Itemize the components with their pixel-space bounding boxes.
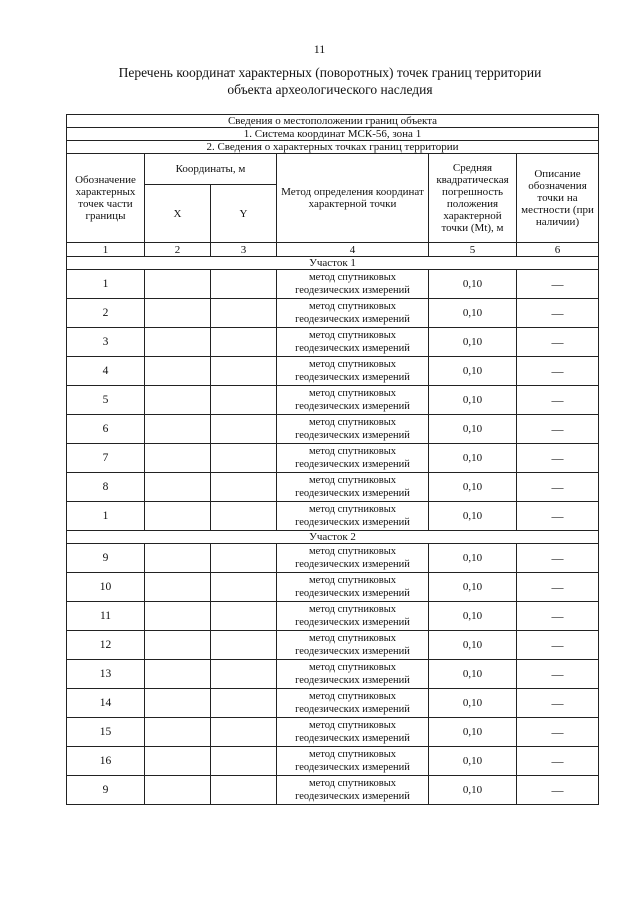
coord-y-cell — [211, 328, 277, 357]
coord-y-cell — [211, 415, 277, 444]
point-number-cell: 16 — [67, 747, 145, 776]
point-number-cell: 14 — [67, 689, 145, 718]
info-location-heading: Сведения о местоположении границ объекта — [67, 115, 599, 128]
table-row — [67, 473, 599, 502]
coord-y-cell — [211, 270, 277, 299]
method-cell: метод спутниковых геодезических измерений — [277, 444, 429, 473]
table-row — [67, 415, 599, 444]
coord-y-cell — [211, 357, 277, 386]
method-cell: метод спутниковых геодезических измерений — [277, 718, 429, 747]
error-cell: 0,10 — [429, 631, 517, 660]
point-number-cell: 1 — [67, 270, 145, 299]
coord-y-cell — [211, 386, 277, 415]
table-row — [67, 631, 599, 660]
error-cell: 0,10 — [429, 473, 517, 502]
description-cell: — — [517, 473, 599, 502]
error-cell: 0,10 — [429, 718, 517, 747]
method-cell: метод спутниковых геодезических измерений — [277, 357, 429, 386]
error-cell: 0,10 — [429, 544, 517, 573]
coord-x-cell — [145, 386, 211, 415]
description-cell: — — [517, 386, 599, 415]
table-row — [67, 502, 599, 531]
description-cell: — — [517, 631, 599, 660]
section-row — [67, 531, 599, 544]
point-number-cell: 9 — [67, 776, 145, 805]
description-cell: — — [517, 660, 599, 689]
coord-x-cell — [145, 689, 211, 718]
header-description: Описание обозначения точки на местности (при наличии) — [517, 154, 599, 243]
header-error: Средняя квадратическая погрешность положения характерной точки (Mt), м — [429, 154, 517, 243]
column-number: 2 — [145, 243, 211, 257]
description-cell: — — [517, 328, 599, 357]
coord-x-cell — [145, 270, 211, 299]
error-cell: 0,10 — [429, 776, 517, 805]
coord-y-cell — [211, 299, 277, 328]
method-cell: метод спутниковых геодезических измерений — [277, 328, 429, 357]
table-row — [67, 357, 599, 386]
method-cell: метод спутниковых геодезических измерений — [277, 747, 429, 776]
coord-y-cell — [211, 747, 277, 776]
column-number: 3 — [211, 243, 277, 257]
coord-x-cell — [145, 473, 211, 502]
error-cell: 0,10 — [429, 444, 517, 473]
point-number-cell: 8 — [67, 473, 145, 502]
coord-y-cell — [211, 444, 277, 473]
info-points-heading: 2. Сведения о характерных точках границ территории — [67, 141, 599, 154]
coord-x-cell — [145, 573, 211, 602]
coord-x-cell — [145, 718, 211, 747]
info-coordinate-system: 1. Система координат МСК-56, зона 1 — [67, 128, 599, 141]
description-cell: — — [517, 544, 599, 573]
method-cell: метод спутниковых геодезических измерений — [277, 270, 429, 299]
header-y: Y — [211, 185, 277, 243]
column-number-row — [67, 243, 599, 257]
point-number-cell: 7 — [67, 444, 145, 473]
error-cell: 0,10 — [429, 415, 517, 444]
description-cell: — — [517, 602, 599, 631]
coord-y-cell — [211, 502, 277, 531]
section-row — [67, 257, 599, 270]
method-cell: метод спутниковых геодезических измерений — [277, 602, 429, 631]
description-cell: — — [517, 776, 599, 805]
header-point-designation: Обозначение характерных точек части границы — [67, 154, 145, 243]
description-cell: — — [517, 444, 599, 473]
method-cell: метод спутниковых геодезических измерений — [277, 415, 429, 444]
point-number-cell: 1 — [67, 502, 145, 531]
table-row — [67, 776, 599, 805]
coord-x-cell — [145, 357, 211, 386]
header-x: X — [145, 185, 211, 243]
coord-y-cell — [211, 718, 277, 747]
coord-x-cell — [145, 544, 211, 573]
coord-x-cell — [145, 299, 211, 328]
error-cell: 0,10 — [429, 270, 517, 299]
coord-x-cell — [145, 747, 211, 776]
method-cell: метод спутниковых геодезических измерений — [277, 502, 429, 531]
description-cell: — — [517, 573, 599, 602]
point-number-cell: 13 — [67, 660, 145, 689]
coord-x-cell — [145, 602, 211, 631]
method-cell: метод спутниковых геодезических измерений — [277, 386, 429, 415]
point-number-cell: 3 — [67, 328, 145, 357]
table-row — [67, 602, 599, 631]
coord-x-cell — [145, 502, 211, 531]
error-cell: 0,10 — [429, 747, 517, 776]
coord-x-cell — [145, 415, 211, 444]
method-cell: метод спутниковых геодезических измерений — [277, 473, 429, 502]
point-number-cell: 12 — [67, 631, 145, 660]
table-row — [67, 573, 599, 602]
info-row — [67, 128, 599, 141]
coord-y-cell — [211, 631, 277, 660]
header-method: Метод определения координат характерной точки — [277, 154, 429, 243]
table-row — [67, 444, 599, 473]
point-number-cell: 6 — [67, 415, 145, 444]
table-row — [67, 299, 599, 328]
description-cell: — — [517, 689, 599, 718]
description-cell: — — [517, 747, 599, 776]
table-row — [67, 747, 599, 776]
description-cell: — — [517, 502, 599, 531]
method-cell: метод спутниковых геодезических измерений — [277, 544, 429, 573]
coord-x-cell — [145, 328, 211, 357]
header-row — [67, 154, 599, 185]
column-number: 4 — [277, 243, 429, 257]
error-cell: 0,10 — [429, 573, 517, 602]
error-cell: 0,10 — [429, 357, 517, 386]
error-cell: 0,10 — [429, 689, 517, 718]
table-row — [67, 718, 599, 747]
point-number-cell: 2 — [67, 299, 145, 328]
method-cell: метод спутниковых геодезических измерений — [277, 660, 429, 689]
error-cell: 0,10 — [429, 602, 517, 631]
coord-y-cell — [211, 776, 277, 805]
coord-x-cell — [145, 776, 211, 805]
title-line-1: Перечень координат характерных (поворотных) точек границ территории — [118, 65, 542, 80]
table-row — [67, 328, 599, 357]
table-row — [67, 270, 599, 299]
method-cell: метод спутниковых геодезических измерений — [277, 689, 429, 718]
table-row — [67, 660, 599, 689]
column-number: 5 — [429, 243, 517, 257]
description-cell: — — [517, 270, 599, 299]
method-cell: метод спутниковых геодезических измерений — [277, 573, 429, 602]
document-title — [80, 64, 580, 98]
coord-y-cell — [211, 544, 277, 573]
method-cell: метод спутниковых геодезических измерений — [277, 776, 429, 805]
description-cell: — — [517, 415, 599, 444]
section-label: Участок 2 — [67, 531, 599, 544]
description-cell: — — [517, 718, 599, 747]
coordinates-table — [66, 114, 599, 805]
coord-y-cell — [211, 660, 277, 689]
point-number-cell: 15 — [67, 718, 145, 747]
coord-x-cell — [145, 631, 211, 660]
page-number: 11 — [313, 42, 326, 56]
coord-y-cell — [211, 689, 277, 718]
table-row — [67, 386, 599, 415]
table-row — [67, 689, 599, 718]
header-coordinates: Координаты, м — [145, 154, 277, 185]
point-number-cell: 10 — [67, 573, 145, 602]
point-number-cell: 4 — [67, 357, 145, 386]
method-cell: метод спутниковых геодезических измерений — [277, 631, 429, 660]
coord-x-cell — [145, 660, 211, 689]
coord-y-cell — [211, 473, 277, 502]
error-cell: 0,10 — [429, 299, 517, 328]
coord-y-cell — [211, 602, 277, 631]
method-cell: метод спутниковых геодезических измерений — [277, 299, 429, 328]
error-cell: 0,10 — [429, 502, 517, 531]
info-row — [67, 141, 599, 154]
point-number-cell: 11 — [67, 602, 145, 631]
description-cell: — — [517, 357, 599, 386]
info-row — [67, 115, 599, 128]
table-row — [67, 544, 599, 573]
point-number-cell: 5 — [67, 386, 145, 415]
section-label: Участок 1 — [67, 257, 599, 270]
error-cell: 0,10 — [429, 386, 517, 415]
column-number: 6 — [517, 243, 599, 257]
coord-y-cell — [211, 573, 277, 602]
error-cell: 0,10 — [429, 328, 517, 357]
error-cell: 0,10 — [429, 660, 517, 689]
coord-x-cell — [145, 444, 211, 473]
column-number: 1 — [67, 243, 145, 257]
title-line-2: объекта археологического наследия — [227, 82, 433, 97]
point-number-cell: 9 — [67, 544, 145, 573]
description-cell: — — [517, 299, 599, 328]
